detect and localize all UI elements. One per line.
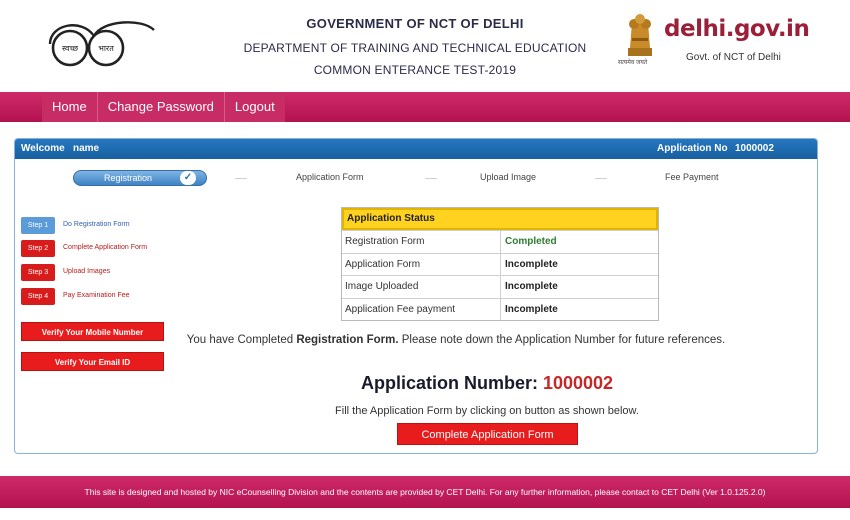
national-emblem-icon — [622, 8, 658, 64]
nav-change-password[interactable]: Change Password — [98, 92, 225, 122]
side-step-tag: Step 2 — [21, 240, 55, 257]
swachh-text-left: स्वच्छ — [61, 44, 79, 53]
header-titles — [230, 16, 600, 77]
verify-email-button[interactable]: Verify Your Email ID — [21, 352, 164, 371]
progress-connector — [425, 178, 437, 179]
welcome-name: name — [73, 143, 100, 154]
application-number-display — [15, 373, 817, 394]
progress-step-application-form: Application Form — [296, 172, 364, 182]
progress-step-upload-image: Upload Image — [480, 172, 537, 182]
panel-header — [15, 139, 817, 159]
table-row — [342, 298, 658, 321]
completion-message — [15, 334, 817, 346]
progress-connector — [235, 178, 247, 179]
check-icon: ✓ — [180, 171, 196, 185]
status-label: Image Uploaded — [342, 276, 501, 298]
gov-title: GOVERNMENT OF NCT OF DELHI — [306, 16, 524, 31]
nav-logout[interactable]: Logout — [225, 92, 285, 122]
site-footer: This site is designed and hosted by NIC eCounselling Division and the contents are provided by CET Delhi. For any further information, please contact to CET Delhi (Ver 1.0.125.2.0) — [0, 476, 850, 508]
bottom-strip — [0, 508, 850, 520]
verify-mobile-button[interactable]: Verify Your Mobile Number — [21, 322, 164, 341]
side-step-text: Complete Application Form — [63, 244, 148, 251]
completion-message-suffix: Please note down the Application Number for future references. — [398, 334, 726, 346]
status-value: Completed — [505, 236, 557, 247]
progress-step-registration — [73, 170, 207, 186]
application-status-table — [341, 207, 659, 321]
completion-message-prefix: You have Completed — [186, 334, 297, 346]
emblem-caption: सत्यमेव जयते — [618, 60, 648, 66]
side-step-tag: Step 3 — [21, 264, 55, 281]
delhi-gov-logo[interactable] — [614, 6, 810, 68]
swachh-text-right: भारत — [98, 44, 114, 53]
dashboard-panel — [14, 138, 818, 454]
side-step-text: Upload Images — [63, 268, 111, 275]
completion-message-bold: Registration Form. — [296, 334, 399, 346]
nav-home[interactable]: Home — [42, 92, 98, 122]
complete-application-button[interactable]: Complete Application Form — [397, 423, 578, 445]
application-number-value: 1000002 — [542, 373, 614, 393]
dept-title: DEPARTMENT OF TRAINING AND TECHNICAL EDUCATION — [243, 41, 587, 55]
status-value: Incomplete — [505, 303, 558, 315]
side-step-tag: Step 1 — [21, 217, 55, 234]
site-header — [0, 0, 850, 92]
application-no-value: 1000002 — [735, 143, 774, 154]
table-row — [342, 230, 658, 253]
test-title: COMMON ENTERANCE TEST-2019 — [313, 63, 517, 77]
side-step-text: Do Registration Form — [63, 221, 130, 228]
status-value: Incomplete — [505, 258, 558, 270]
top-navbar — [0, 92, 850, 122]
progress-connector — [595, 178, 607, 179]
status-table-title: Application Status — [342, 208, 658, 230]
side-step-text: Pay Examination Fee — [63, 292, 130, 299]
fill-instruction: Fill the Application Form by clicking on button as shown below. — [335, 405, 639, 417]
application-number-label: Application Number: — [360, 373, 543, 393]
welcome-label: Welcome — [21, 143, 65, 154]
side-step-tag: Step 4 — [21, 288, 55, 305]
delhi-portal-name: delhi.gov.in — [664, 16, 810, 42]
nav-menu — [42, 92, 285, 122]
status-label: Application Form — [342, 254, 501, 276]
progress-step-registration-label: Registration — [104, 173, 153, 183]
table-row — [342, 253, 658, 276]
application-no-label: Application No — [657, 143, 728, 154]
delhi-portal-subtitle: Govt. of NCT of Delhi — [686, 52, 781, 63]
status-label: Application Fee payment — [342, 299, 501, 321]
status-label: Registration Form — [342, 231, 501, 253]
table-row — [342, 275, 658, 298]
status-value: Incomplete — [505, 281, 558, 292]
swachh-bharat-logo — [42, 10, 162, 70]
progress-step-fee-payment: Fee Payment — [665, 172, 719, 182]
